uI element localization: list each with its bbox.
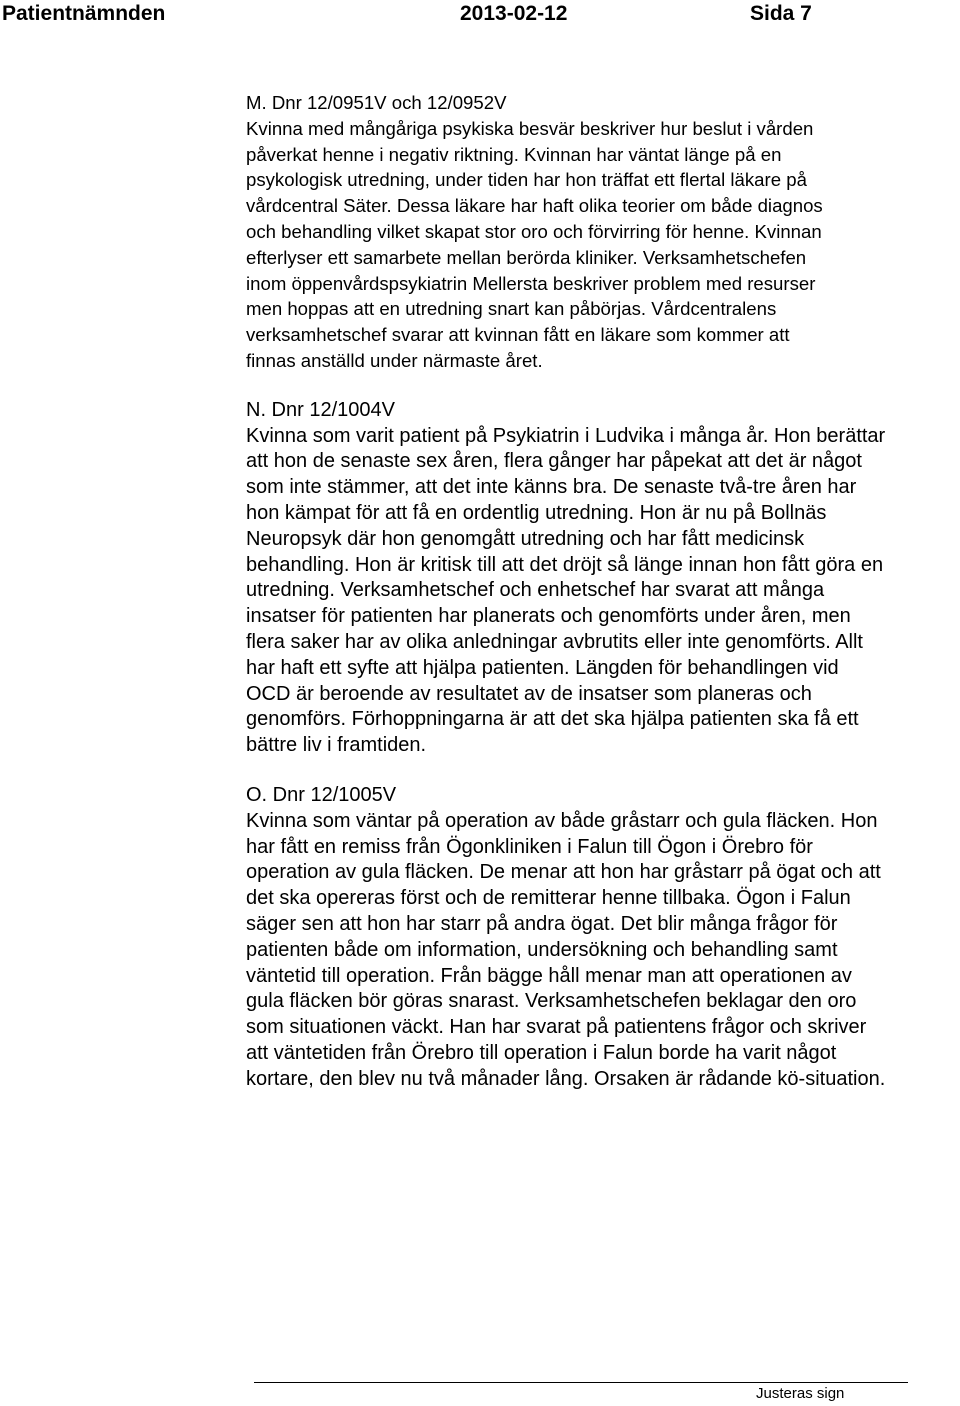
page-header bbox=[0, 0, 960, 30]
case-o-text: O. Dnr 12/1005V Kvinna som väntar på operation av både gråstarr och gula fläcken. Hon har fått en remiss från Ögonkliniken i Falun till Ögon i Örebro för operation av gula fläcken. De menar att hon har gråstarr på ögat och att det ska opereras först och de remitterar henne tillbaka. Ögon i Falun säger sen att hon har starr på andra ögat. Det blir många frågor för patienten både om information, undersökning och behandling samt väntetid till operation. Från bägge håll menar man att operationen av gula fläcken bör göras snarast. Verksamhetschefen beklagar den oro som situationen väckt. Han har svarat på patientens frågor och skriver att väntetiden från Örebro till operation i Falun borde ha varit något kortare, den blev nu två månader lång. Orsaken är rådande kö-situation. bbox=[246, 783, 886, 1090]
signature-line bbox=[254, 1382, 908, 1383]
case-o bbox=[246, 783, 958, 1093]
case-m bbox=[246, 90, 958, 374]
organization-name: Patientnämnden bbox=[2, 2, 166, 25]
document-date: 2013-02-12 bbox=[460, 2, 568, 25]
case-m-text: M. Dnr 12/0951V och 12/0952V Kvinna med mångåriga psykiska besvär beskriver hur beslut i vården påverkat henne i negativ riktning. Kvinnan har väntat länge på en psykologisk utredning, under tiden har hon träffat ett flertal läkare på vårdcentral Säter. Dessa läkare har haft olika teorier om både diagnos och behandling vilket skapat stor oro och förvirring för henne. Kvinnan efterlyser ett samarbete mellan berörda kliniker. Verksamhetschefen inom öppenvårdspsykiatrin Mellersta beskriver problem med resurser men hoppas att en utredning snart kan påbörjas. Vårdcentralens verksamhetschef svarar att kvinnan fått en läkare som kommer att finnas anställd under närmaste året. bbox=[246, 92, 823, 371]
signature-label: Justeras sign bbox=[756, 1385, 845, 1402]
page-number: Sida 7 bbox=[750, 2, 812, 25]
case-n-text: N. Dnr 12/1004V Kvinna som varit patient på Psykiatrin i Ludvika i många år. Hon berättar att hon de senaste sex åren, flera gånger har påpekat att det är något som inte stämmer, att det inte känns bra. De senaste två-tre åren har hon kämpat för att få en ordentlig utredning. Hon är nu på Bollnäs Neuropsyk där hon genomgått utredning och har fått medicinsk behandling. Hon är kritisk till att det dröjt så länge innan hon fått göra en utredning. Verksamhetschef och enhetschef har svarat att många insatser för patienten har planerats och genomförts under åren, men flera saker har av olika anledningar avbrutits eller inte genomförts. Allt har haft ett syfte att hjälpa patienten. Längden för behandlingen vid OCD är beroende av resultatet av de insatser som planeras och genomförs. Förhoppningarna är att det ska hjälpa patienten ska få ett bättre liv i framtiden. bbox=[246, 398, 886, 757]
document-body bbox=[246, 90, 958, 1116]
case-n bbox=[246, 398, 958, 759]
